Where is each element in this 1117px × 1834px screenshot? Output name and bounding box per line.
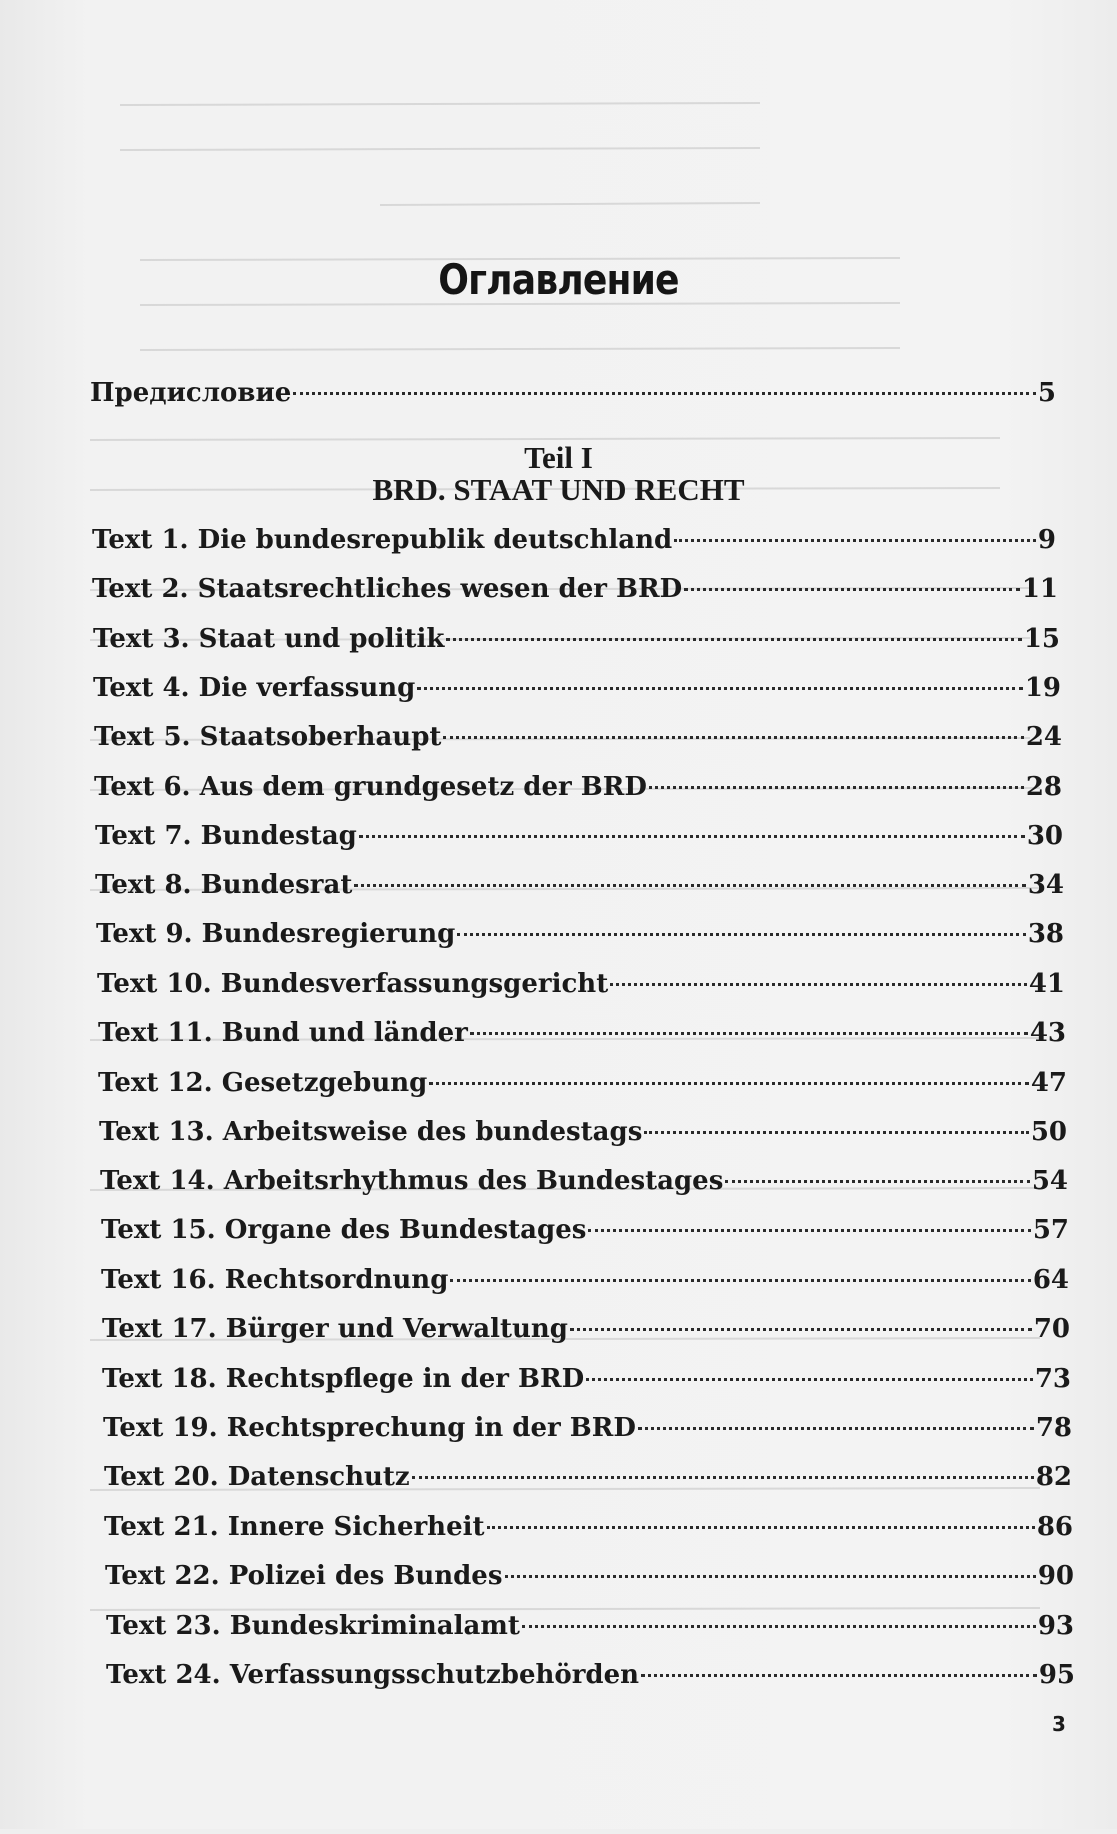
toc-entry-label: Text 13. Arbeitsweise des bundestags (99, 1117, 643, 1147)
toc-entry-label: Text 10. Bundesverfassungsgericht (97, 969, 609, 999)
toc-entry-page: 95 (1038, 1660, 1075, 1690)
toc-entry-page: 30 (1026, 821, 1063, 851)
leader-dots (487, 1526, 1035, 1529)
toc-row[interactable] (93, 673, 1061, 703)
toc-entry-label: Text 19. Rechtsprechung in der BRD (103, 1413, 636, 1443)
toc-row[interactable] (94, 772, 1062, 802)
toc-entry-label: Text 23. Bundeskriminalamt (106, 1611, 520, 1641)
toc-entry-page: 57 (1032, 1215, 1069, 1245)
toc-row[interactable] (94, 722, 1062, 752)
toc-row[interactable] (98, 1018, 1066, 1048)
leader-dots (359, 835, 1025, 838)
toc-row[interactable] (98, 1068, 1067, 1098)
toc-entry-label: Text 8. Bundesrat (95, 870, 353, 900)
toc-entry-page: 78 (1035, 1413, 1072, 1443)
leader-dots (412, 1476, 1034, 1479)
toc-entry-page: 28 (1025, 772, 1062, 802)
toc-entry-page: 11 (1021, 574, 1058, 604)
toc-row[interactable] (95, 870, 1064, 900)
leader-dots (570, 1328, 1032, 1331)
toc-entry-label: Text 12. Gesetzgebung (98, 1068, 428, 1098)
toc-entry-label: Text 15. Organe des Bundestages (101, 1215, 587, 1245)
toc-entry-label: Text 21. Innere Sicherheit (104, 1512, 485, 1542)
toc-row-foreword[interactable] (90, 378, 1056, 408)
toc-entry-page: 19 (1024, 673, 1061, 703)
toc-row[interactable] (92, 525, 1056, 555)
leader-dots (457, 933, 1025, 936)
leader-dots (644, 1131, 1028, 1134)
leader-dots (586, 1378, 1033, 1381)
page-title: Оглавление (438, 255, 679, 304)
toc-entry-page: 90 (1037, 1561, 1074, 1591)
toc-entry-page: 24 (1025, 722, 1062, 752)
toc-row[interactable] (92, 574, 1058, 604)
toc-entry-label: Text 14. Arbeitsrhythmus des Bundestages (100, 1166, 724, 1196)
toc-entry-label: Text 6. Aus dem grundgesetz der BRD (94, 772, 647, 802)
toc-entry-label: Text 9. Bundesregierung (96, 919, 456, 949)
toc-row[interactable] (103, 1413, 1072, 1443)
leader-dots (610, 983, 1027, 986)
toc-entry-page: 47 (1030, 1068, 1067, 1098)
toc-entry-page: 43 (1029, 1018, 1066, 1048)
leader-dots (522, 1625, 1036, 1628)
toc-entry-page: 9 (1037, 525, 1056, 555)
toc-row[interactable] (104, 1462, 1072, 1492)
part-number: Teil I (524, 440, 593, 475)
toc-row[interactable] (99, 1117, 1067, 1147)
toc-entry-page: 41 (1028, 969, 1065, 999)
toc-entry-label: Text 4. Die verfassung (93, 673, 416, 703)
leader-dots (443, 736, 1023, 739)
leader-dots (674, 539, 1036, 542)
toc-entry-label: Text 20. Datenschutz (104, 1462, 410, 1492)
toc-entry-label: Предисловие (90, 378, 292, 408)
toc-entry-label: Text 11. Bund und länder (98, 1018, 468, 1048)
toc-entry-page: 70 (1033, 1314, 1070, 1344)
toc-row[interactable] (105, 1561, 1074, 1591)
toc-row[interactable] (104, 1512, 1073, 1542)
toc-entry-page: 54 (1031, 1166, 1068, 1196)
toc-row[interactable] (102, 1364, 1071, 1394)
leader-dots (417, 687, 1022, 690)
toc-entry-label: Text 5. Staatsoberhaupt (94, 722, 442, 752)
leader-dots (293, 392, 1036, 395)
toc-entry-label: Text 1. Die bundesrepublik deutschland (92, 525, 673, 555)
toc-entry-label: Text 2. Staatsrechtliches wesen der BRD (92, 574, 683, 604)
leader-dots (450, 1279, 1030, 1282)
part-title: BRD. STAAT UND RECHT (372, 472, 745, 507)
page-number: 3 (1052, 1712, 1066, 1736)
toc-entry-page: 82 (1035, 1462, 1072, 1492)
toc-entry-label: Text 22. Polizei des Bundes (105, 1561, 503, 1591)
leader-dots (649, 786, 1024, 789)
toc-entry-page: 50 (1030, 1117, 1067, 1147)
leader-dots (725, 1180, 1029, 1183)
leader-dots (638, 1427, 1034, 1430)
toc-entry-page: 93 (1037, 1611, 1074, 1641)
toc-entry-page: 5 (1037, 378, 1056, 408)
toc-entry-label: Text 3. Staat und politik (93, 624, 445, 654)
leader-dots (505, 1575, 1036, 1578)
toc-entry-page: 86 (1036, 1512, 1073, 1542)
toc-entry-label: Text 7. Bundestag (95, 821, 357, 851)
toc-row[interactable] (102, 1314, 1070, 1344)
leader-dots (429, 1082, 1028, 1085)
toc-row[interactable] (100, 1166, 1068, 1196)
toc-entry-label: Text 24. Verfassungsschutzbehörden (106, 1660, 640, 1690)
toc-row[interactable] (101, 1215, 1069, 1245)
toc-row[interactable] (101, 1265, 1069, 1295)
toc-entry-page: 38 (1027, 919, 1064, 949)
toc-row[interactable] (93, 624, 1060, 654)
leader-dots (641, 1674, 1037, 1677)
toc-row[interactable] (106, 1611, 1074, 1641)
toc-entry-label: Text 16. Rechtsordnung (101, 1265, 449, 1295)
toc-row[interactable] (95, 821, 1063, 851)
leader-dots (588, 1229, 1030, 1232)
toc-entry-page: 34 (1027, 870, 1064, 900)
toc-row[interactable] (106, 1660, 1075, 1690)
toc-entry-page: 64 (1032, 1265, 1069, 1295)
leader-dots (684, 588, 1020, 591)
leader-dots (470, 1032, 1028, 1035)
toc-entry-label: Text 17. Bürger und Verwaltung (102, 1314, 568, 1344)
leader-dots (354, 884, 1025, 887)
leader-dots (446, 638, 1021, 641)
toc-entry-page: 15 (1023, 624, 1060, 654)
toc-entry-page: 73 (1034, 1364, 1071, 1394)
toc-entry-label: Text 18. Rechtspflege in der BRD (102, 1364, 585, 1394)
toc-row[interactable] (97, 969, 1065, 999)
toc-row[interactable] (96, 919, 1064, 949)
